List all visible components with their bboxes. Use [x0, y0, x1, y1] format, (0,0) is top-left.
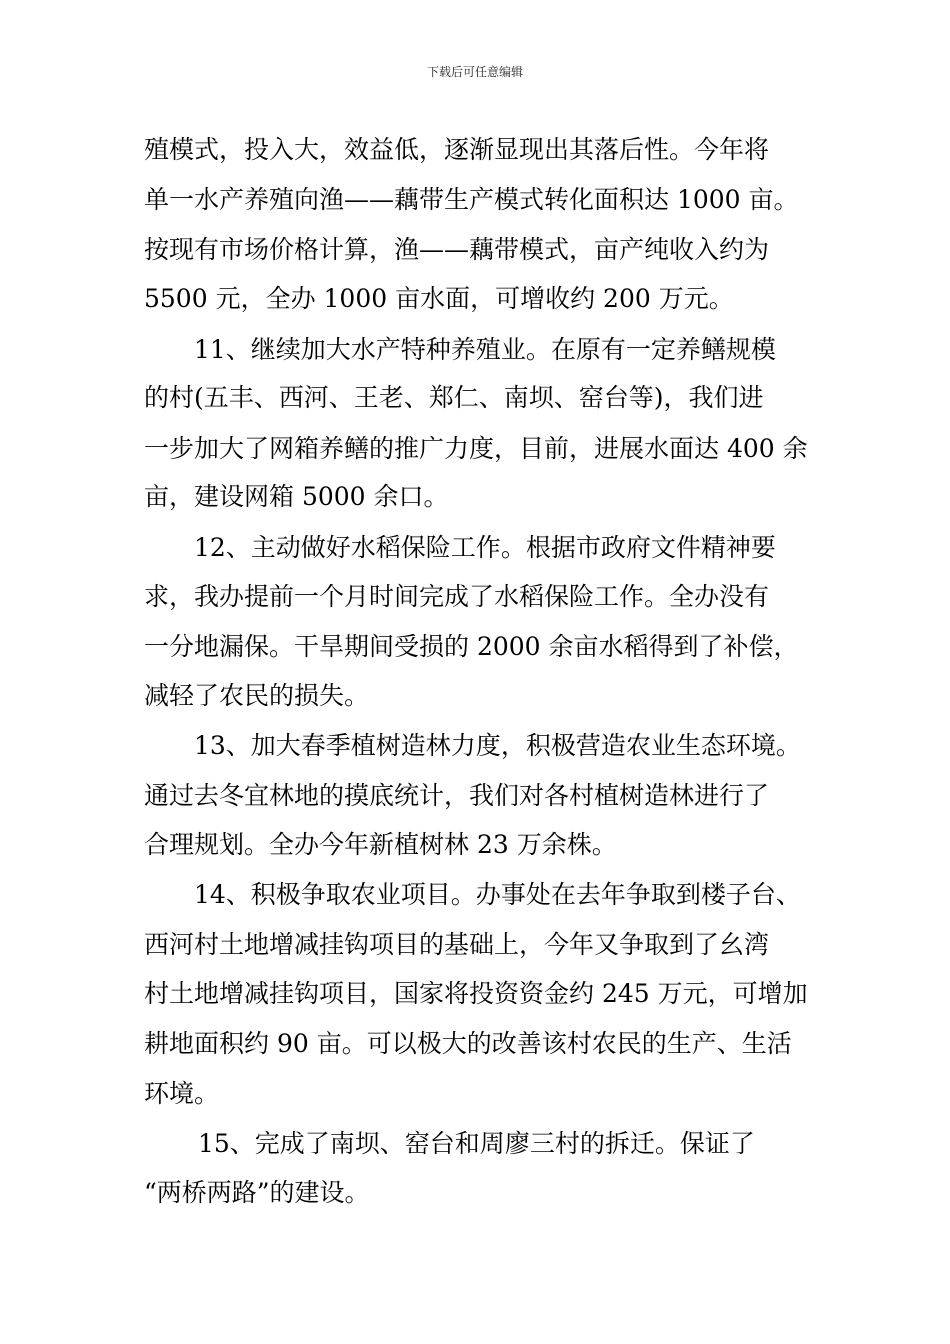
text-line: 12、主动做好水稻保险工作。根据市政府文件精神要 [194, 533, 776, 562]
text-line: 耕地面积约 90 亩。可以极大的改善该村农民的生产、生活 [144, 1029, 792, 1058]
text-line: 西河村土地增减挂钩项目的基础上，今年又争取到了幺湾 [144, 930, 770, 959]
text-line: 亩，建设网箱 5000 余口。 [144, 482, 449, 511]
text-line: 按现有市场价格计算，渔——藕带模式，亩产纯收入约为 [144, 235, 770, 264]
text-line: 一步加大了网箱养鳝的推广力度，目前，进展水面达 400 余 [144, 434, 808, 463]
text-line: 一分地漏保。干旱期间受损的 2000 余亩水稻得到了补偿， [144, 632, 799, 661]
text-line: 减轻了农民的损失。 [144, 681, 370, 710]
text-line: 单一水产养殖向渔——藕带生产模式转化面积达 1000 亩。 [144, 185, 799, 214]
text-line: 的村(五丰、西河、王老、郑仁、南坝、窑台等)，我们进 [144, 383, 764, 412]
text-line: 村土地增减挂钩项目，国家将投资资金约 245 万元，可增加 [144, 979, 808, 1008]
text-line: 14、积极争取农业项目。办事处在去年争取到楼子台、 [194, 880, 801, 909]
text-line: 5500 元，全办 1000 亩水面，可增收约 200 万元。 [144, 284, 734, 313]
text-line: 通过去冬宜林地的摸底统计，我们对各村植树造林进行了 [144, 781, 770, 810]
text-line: 殖模式，投入大，效益低，逐渐显现出其落后性。今年将 [144, 135, 770, 164]
text-line: “两桥两路”的建设。 [144, 1178, 370, 1207]
text-line: 13、加大春季植树造林力度，积极营造农业生态环境。 [194, 731, 801, 760]
text-line: 合理规划。全办今年新植树林 23 万余株。 [144, 830, 617, 859]
text-line: 11、继续加大水产特种养殖业。在原有一定养鳝规模 [194, 335, 776, 364]
text-line: 环境。 [144, 1079, 220, 1108]
text-line: 求，我办提前一个月时间完成了水稻保险工作。全办没有 [144, 582, 770, 611]
text-line: 15、完成了南坝、窑台和周廖三村的拆迁。保证了 [198, 1129, 755, 1158]
page-header: 下载后可任意编辑 [426, 65, 523, 79]
